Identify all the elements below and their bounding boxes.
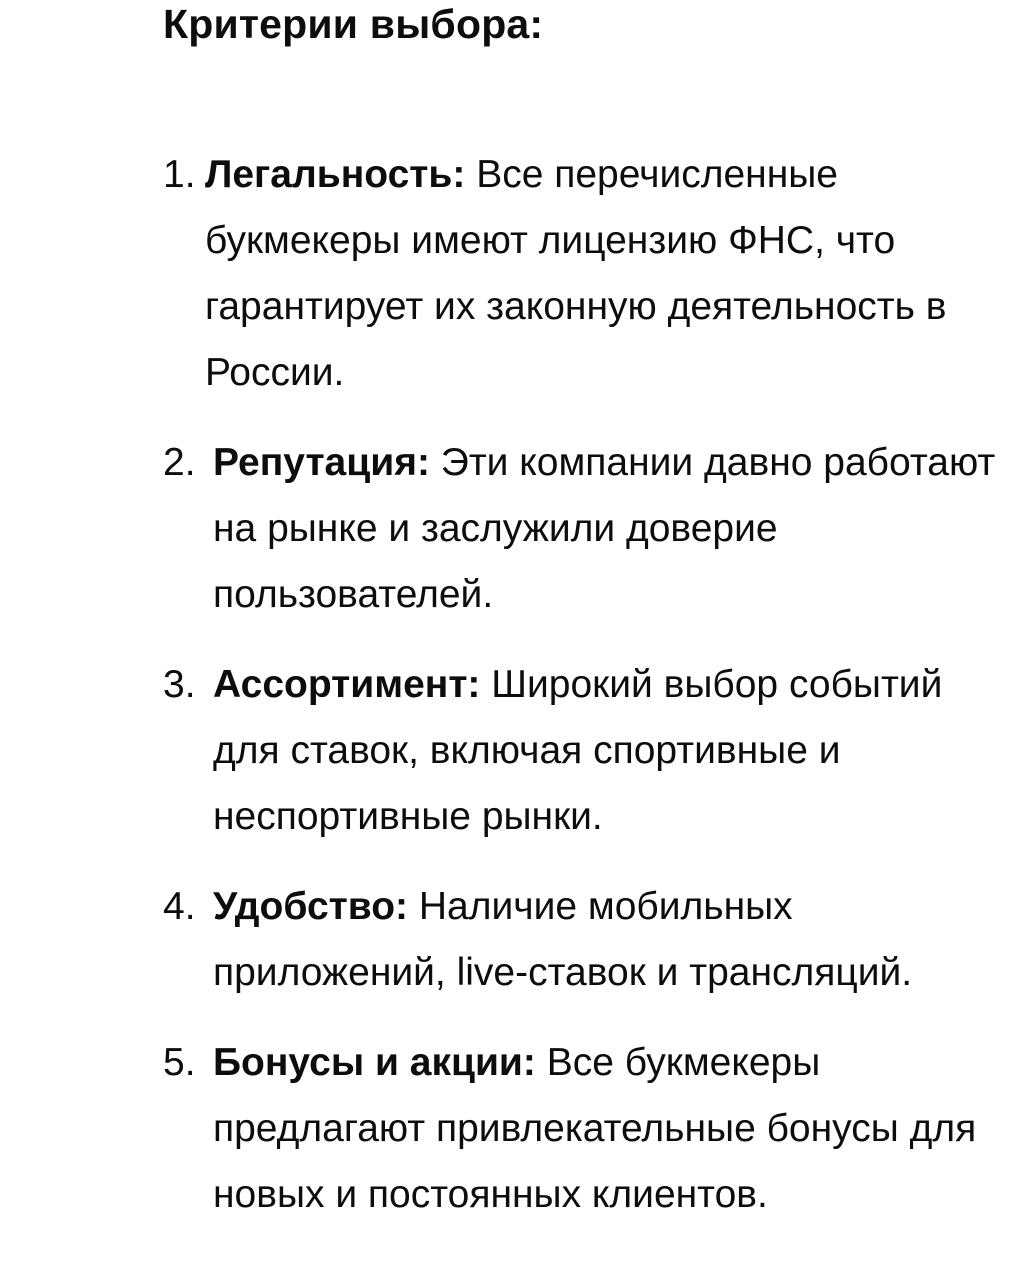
list-item-body xyxy=(205,142,1003,406)
list-item-title: Бонусы и акции: xyxy=(213,1041,547,1084)
list-item-text: Все перечисленные букмекеры имеют лицензию ФНС, что гарантирует их законную деятельность в России. xyxy=(205,153,947,394)
list-item-title: Репутация: xyxy=(213,441,441,484)
list-item-text: Все букмекеры предлагают привлекательные бонусы для новых и постоянных клиентов. xyxy=(213,1041,977,1216)
list-item-body xyxy=(213,652,1003,850)
list-item-bonuses xyxy=(163,1030,1003,1228)
list-item-body xyxy=(213,874,1003,1006)
list-item-number: 4. xyxy=(163,885,196,928)
list-item-assortment xyxy=(163,652,1003,850)
list-item-body xyxy=(213,430,1003,628)
criteria-list xyxy=(163,142,1003,1228)
list-item-reputation xyxy=(163,430,1003,628)
list-item-number: 2. xyxy=(163,441,196,484)
list-item-number: 3. xyxy=(163,663,196,706)
list-item-legality xyxy=(163,142,1003,406)
list-item-number: 5. xyxy=(163,1041,196,1084)
list-item-text: Широкий выбор событий для ставок, включая спортивные и неспортивные рынки. xyxy=(213,663,943,838)
list-item-text: Эти компании давно работают на рынке и заслужили доверие пользователей. xyxy=(213,441,996,616)
list-item-number: 1. xyxy=(163,153,196,196)
list-item-title: Легальность: xyxy=(205,153,477,196)
list-item-title: Удобство: xyxy=(213,885,419,928)
list-item-body xyxy=(213,1030,1003,1228)
list-item-convenience xyxy=(163,874,1003,1006)
list-item-text: Наличие мобильных приложений, live-ставок и трансляций. xyxy=(213,885,913,994)
content-area xyxy=(163,0,1003,1252)
section-heading: Критерии выбора: xyxy=(163,1,544,47)
list-item-title: Ассортимент: xyxy=(213,663,492,706)
